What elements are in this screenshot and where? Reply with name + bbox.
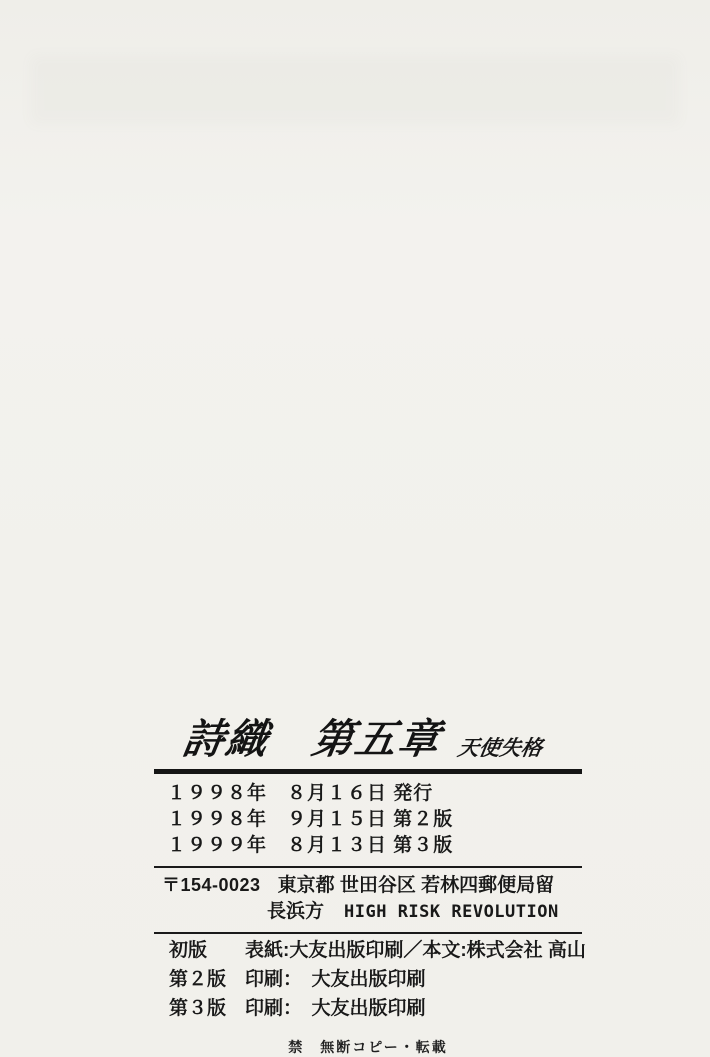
care-of-name: 長浜方 <box>267 901 325 922</box>
address-line-2 <box>267 900 582 924</box>
postal-code: 〒154-0023 <box>162 875 261 895</box>
address-line-1 <box>162 874 582 897</box>
scan-bleed-through <box>30 55 680 125</box>
credit-detail: 表紙:大友出版印刷／本文:株式会社 高山 <box>245 940 586 961</box>
credit-detail: 印刷： 大友出版印刷 <box>245 998 426 1019</box>
contact-address <box>154 868 582 932</box>
colophon-block <box>154 710 586 1057</box>
book-subtitle: 天使失格 <box>456 736 544 760</box>
edition-date-first-printing: １９９８年 ８月１６日 発行 <box>167 783 434 804</box>
printing-credits <box>154 934 586 1029</box>
printing-credit-row <box>169 969 582 990</box>
book-title: 詩織 第五章 <box>179 716 446 762</box>
printing-credit-row <box>169 940 586 961</box>
address-text: 東京都 世田谷区 若林四郵便局留 <box>277 875 555 896</box>
copy-prohibition-notice: 禁 無断コピー・転載 <box>288 1039 448 1055</box>
edition-date-second-printing: １９９８年 ９月１５日 第２版 <box>167 809 454 830</box>
edition-date-third-printing: １９９９年 ８月１３日 第３版 <box>167 835 454 856</box>
credit-edition-label: 第３版 <box>169 998 227 1019</box>
credit-edition-label: 第２版 <box>169 969 227 990</box>
credit-edition-label: 初版 <box>169 940 208 961</box>
title-row <box>150 710 586 760</box>
credit-detail: 印刷： 大友出版印刷 <box>245 969 426 990</box>
edition-dates <box>154 774 582 866</box>
printing-credit-row <box>169 998 582 1019</box>
circle-name: HIGH RISK REVOLUTION <box>344 902 559 922</box>
